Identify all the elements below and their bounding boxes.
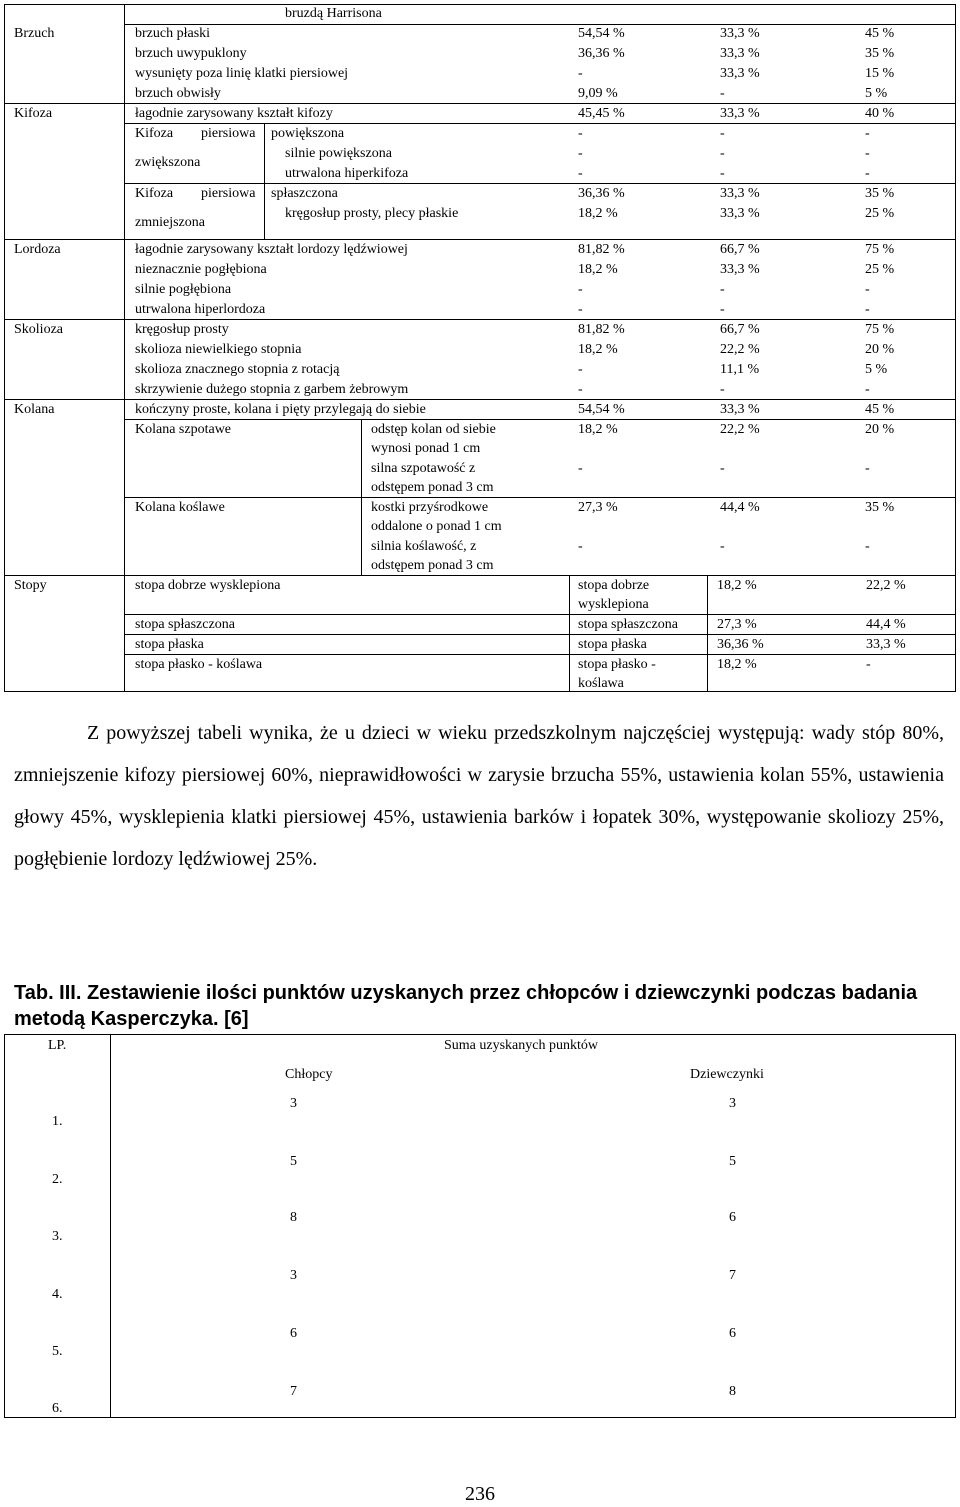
row-label: stopa dobrze (578, 578, 650, 593)
girls-cell: 5 (729, 1154, 736, 1169)
value-cell: 18,2 % (578, 342, 618, 357)
value-cell: 81,82 % (578, 322, 625, 337)
row-label: odstępem ponad 3 cm (371, 480, 494, 495)
girls-cell: 6 (729, 1326, 736, 1341)
value-cell: 33,3 % (720, 66, 760, 81)
value-cell: 75 % (865, 322, 895, 337)
value-cell: - (720, 86, 725, 101)
subgroup-label: zwiększona (135, 155, 201, 170)
row-label: nieznacznie pogłębiona (135, 262, 267, 277)
row-label: silnie pogłębiona (135, 282, 232, 297)
value-cell: 5 % (865, 362, 888, 377)
value-cell: 35 % (865, 186, 895, 201)
row-label: łagodnie zarysowany kształt kifozy (135, 106, 333, 121)
value-cell: 75 % (865, 242, 895, 257)
row-label: silnie powiększona (285, 146, 392, 161)
value-cell: - (578, 461, 583, 476)
value-cell: 25 % (865, 206, 895, 221)
boys-cell: 7 (290, 1384, 297, 1399)
row-label: brzuch płaski (135, 26, 211, 41)
value-cell: 40 % (865, 106, 895, 121)
value-cell: 18,2 % (578, 422, 618, 437)
value-cell: 18,2 % (717, 657, 757, 672)
value-cell: 66,7 % (720, 242, 760, 257)
lp-cell: 4. (52, 1287, 63, 1302)
row-label: kręgosłup prosty (135, 322, 229, 337)
subgroup-label: piersiowa (201, 126, 256, 141)
table-continued-text: bruzdą Harrisona (285, 6, 382, 21)
value-cell: 20 % (865, 342, 895, 357)
row-label: utrwalona hiperkifoza (285, 166, 409, 181)
lp-cell: 6. (52, 1401, 63, 1416)
value-cell: 33,3 % (720, 206, 760, 221)
value-cell: 33,3 % (720, 186, 760, 201)
value-cell: 22,2 % (720, 342, 760, 357)
value-cell: - (578, 362, 583, 377)
row-label: oddalone o ponad 1 cm (371, 519, 502, 534)
value-cell: - (578, 539, 583, 554)
boys-cell: 3 (290, 1268, 297, 1283)
girls-header: Dziewczynki (690, 1067, 764, 1082)
row-label: odstępem ponad 3 cm (371, 558, 494, 573)
value-cell: - (720, 282, 725, 297)
row-label: kostki przyśrodkowe (371, 500, 489, 515)
value-cell: - (578, 66, 583, 81)
summary-paragraph (14, 712, 944, 880)
value-cell: 35 % (865, 500, 895, 515)
girls-cell: 6 (729, 1210, 736, 1225)
value-cell: 11,1 % (720, 362, 760, 377)
value-cell: 27,3 % (578, 500, 618, 515)
boys-cell: 6 (290, 1326, 297, 1341)
row-label: utrwalona hiperlordoza (135, 302, 266, 317)
value-cell: - (720, 146, 725, 161)
lp-cell: 5. (52, 1344, 63, 1359)
row-label: silnia koślawość, z (371, 539, 477, 554)
sum-header: Suma uzyskanych punktów (444, 1038, 598, 1053)
girls-cell: 7 (729, 1268, 736, 1283)
value-cell: 45 % (865, 402, 895, 417)
value-cell: 33,3 % (720, 46, 760, 61)
row-label: brzuch obwisły (135, 86, 221, 101)
subgroup-label: Kolana koślawe (135, 500, 225, 515)
value-cell: - (865, 166, 870, 181)
value-cell: - (720, 382, 725, 397)
value-cell: 81,82 % (578, 242, 625, 257)
category-kolana: Kolana (14, 402, 55, 417)
value-cell: - (578, 282, 583, 297)
row-label: koślawa (578, 676, 624, 691)
category-kifoza: Kifoza (14, 106, 53, 121)
value-cell: - (866, 657, 871, 672)
lp-cell: 1. (52, 1114, 63, 1129)
value-cell: - (578, 166, 583, 181)
table-caption: Tab. III. Zestawienie ilości punktów uzyskanych przez chłopców i dziewczynki podczas badania metodą Kasperczyka. [6] (14, 982, 918, 1030)
value-cell: 36,36 % (578, 186, 625, 201)
lp-cell: 3. (52, 1229, 63, 1244)
value-cell: - (865, 146, 870, 161)
value-cell: - (720, 461, 725, 476)
value-cell: 18,2 % (717, 578, 757, 593)
value-cell: - (578, 302, 583, 317)
row-label: kręgosłup prosty, plecy płaskie (285, 206, 459, 221)
lp-cell: 2. (52, 1172, 63, 1187)
subgroup-label: Kolana szpotawe (135, 422, 232, 437)
value-cell: - (865, 282, 870, 297)
value-cell: - (865, 302, 870, 317)
category-brzuch: Brzuch (14, 26, 55, 41)
value-cell: 33,3 % (720, 106, 760, 121)
row-label: stopa spłaszczona (578, 617, 678, 632)
row-label: powiększona (271, 126, 345, 141)
row-label: wynosi ponad 1 cm (371, 441, 481, 456)
value-cell: - (720, 166, 725, 181)
value-cell: - (865, 126, 870, 141)
category-skolioza: Skolioza (14, 322, 63, 337)
subgroup-label: zmniejszona (135, 215, 205, 230)
value-cell: 18,2 % (578, 206, 618, 221)
row-label: odstęp kolan od siebie (371, 422, 496, 437)
value-cell: 20 % (865, 422, 895, 437)
value-cell: 5 % (865, 86, 888, 101)
value-cell: 44,4 % (720, 500, 760, 515)
value-cell: 33,3 % (866, 637, 906, 652)
value-cell: 54,54 % (578, 402, 625, 417)
row-label: wysklepiona (578, 597, 649, 612)
row-label: stopa dobrze wysklepiona (135, 578, 281, 593)
value-cell: 33,3 % (720, 262, 760, 277)
value-cell: - (865, 461, 870, 476)
subgroup-label: Kifoza (135, 126, 174, 141)
value-cell: 45 % (865, 26, 895, 41)
boys-cell: 8 (290, 1210, 297, 1225)
value-cell: 25 % (865, 262, 895, 277)
row-label: stopa płaska (578, 637, 647, 652)
page-number: 236 (465, 1483, 495, 1505)
value-cell: - (720, 302, 725, 317)
value-cell: 22,2 % (866, 578, 906, 593)
value-cell: 54,54 % (578, 26, 625, 41)
value-cell: 33,3 % (720, 402, 760, 417)
value-cell: - (865, 539, 870, 554)
category-lordoza: Lordoza (14, 242, 61, 257)
row-label: silna szpotawość z (371, 461, 476, 476)
row-label: stopa płasko - koślawa (135, 657, 263, 672)
subgroup-label: Kifoza (135, 186, 174, 201)
value-cell: 18,2 % (578, 262, 618, 277)
value-cell: 33,3 % (720, 26, 760, 41)
value-cell: - (578, 126, 583, 141)
row-label: kończyny proste, kolana i pięty przylegają do siebie (135, 402, 426, 417)
row-label: skolioza niewielkiego stopnia (135, 342, 302, 357)
value-cell: - (865, 382, 870, 397)
girls-cell: 3 (729, 1096, 736, 1111)
row-label: stopa spłaszczona (135, 617, 235, 632)
value-cell: - (578, 146, 583, 161)
row-label: spłaszczona (271, 186, 338, 201)
value-cell: 35 % (865, 46, 895, 61)
value-cell: - (720, 126, 725, 141)
row-label: skolioza znacznego stopnia z rotacją (135, 362, 340, 377)
value-cell: 36,36 % (578, 46, 625, 61)
row-label: skrzywienie dużego stopnia z garbem żebrowym (135, 382, 409, 397)
value-cell: 9,09 % (578, 86, 618, 101)
boys-cell: 3 (290, 1096, 297, 1111)
row-label: stopa płaska (135, 637, 204, 652)
row-label: brzuch uwypuklony (135, 46, 247, 61)
boys-cell: 5 (290, 1154, 297, 1169)
row-label: stopa płasko - (578, 657, 656, 672)
boys-header: Chłopcy (285, 1067, 333, 1082)
value-cell: 66,7 % (720, 322, 760, 337)
summary-text: Z powyższej tabeli wynika, że u dzieci w wieku przedszkolnym najczęściej występują: wady stóp 80%, zmniejszenie kifozy piersiowej 60%, nieprawidłowości w zarysie brzucha 55%, ustawienia kolan 55%, ustawienia głowy 45%, wysklepienia klatki piersiowej 45%, ustawienia barków i łopatek 30%, występowanie skoliozy 25%, pogłębienie lordozy lędźwiowej 25%. (14, 722, 944, 870)
value-cell: 15 % (865, 66, 895, 81)
row-label: łagodnie zarysowany kształt lordozy lędźwiowej (135, 242, 408, 257)
value-cell: 45,45 % (578, 106, 625, 121)
value-cell: 36,36 % (717, 637, 764, 652)
value-cell: 44,4 % (866, 617, 906, 632)
value-cell: 27,3 % (717, 617, 757, 632)
lp-header: LP. (48, 1038, 67, 1053)
value-cell: 22,2 % (720, 422, 760, 437)
subgroup-label: piersiowa (201, 186, 256, 201)
category-stopy: Stopy (14, 578, 47, 593)
girls-cell: 8 (729, 1384, 736, 1399)
value-cell: - (720, 539, 725, 554)
value-cell: - (578, 382, 583, 397)
row-label: wysunięty poza linię klatki piersiowej (135, 66, 349, 81)
